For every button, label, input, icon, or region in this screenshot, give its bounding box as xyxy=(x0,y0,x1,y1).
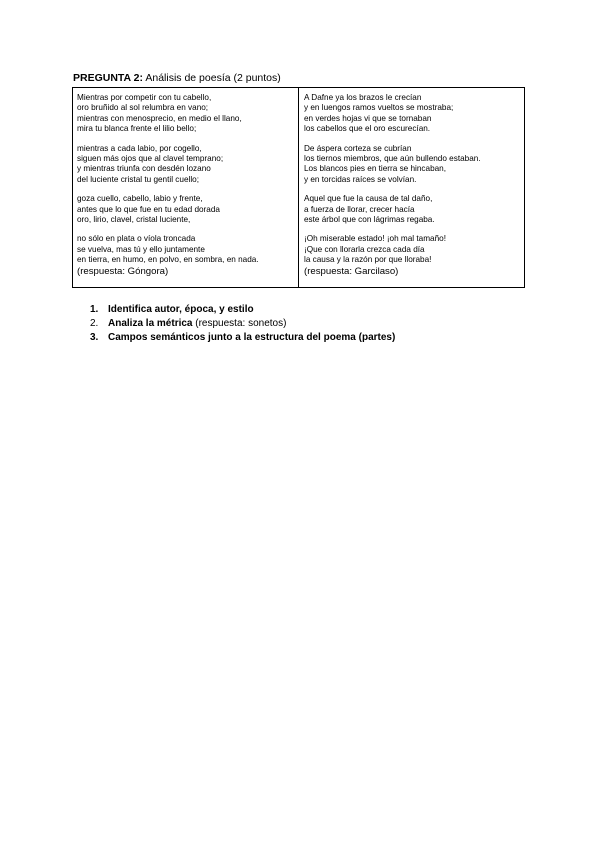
poem-stanza xyxy=(77,194,298,225)
poem-line: De áspera corteza se cubrían xyxy=(304,143,412,153)
question-bold-text: Analiza la métrica xyxy=(108,318,193,329)
question-note: (respuesta: sonetos) xyxy=(192,318,287,329)
poem-line: y mientras triunfa con desdén lozano xyxy=(77,164,211,174)
poem-line: A Dafne ya los brazos le crecían xyxy=(304,93,422,102)
poem-line: del luciente cristal tu gentil cuello; xyxy=(77,174,199,184)
question-number: 1. xyxy=(90,304,99,315)
poem-table xyxy=(72,87,525,288)
poem-line: no sólo en plata o víola troncada xyxy=(77,234,196,244)
poem-line: goza cuello, cabello, labio y frente, xyxy=(77,194,203,204)
question-bold-text: Identifica autor, época, y estilo xyxy=(108,304,254,315)
question-number: 3. xyxy=(90,332,99,343)
poem-stanza xyxy=(77,93,298,135)
poem-line: Mientras por competir con tu cabello, xyxy=(77,93,212,102)
question-label: PREGUNTA 2: xyxy=(73,72,144,84)
poem-stanza xyxy=(304,144,524,186)
poem-line: la causa y la razón por que lloraba! xyxy=(304,255,432,265)
poem-line: ¡Oh miserable estado! ¡oh mal tamaño! xyxy=(304,234,446,244)
poem-line: mientras a cada labio, por cogello, xyxy=(77,143,202,153)
poem-line: en tierra, en humo, en polvo, en sombra, en nada. xyxy=(77,255,259,265)
poem-line: siguen más ojos que al clavel temprano; xyxy=(77,154,224,164)
question-heading xyxy=(73,72,281,84)
question-bold-text: Campos semánticos junto a la estructura del poema (partes) xyxy=(108,332,396,343)
poem-line: Aquel que fue la causa de tal daño, xyxy=(304,194,433,204)
poem-line: oro bruñido al sol relumbra en vano; xyxy=(77,103,209,113)
question-title: Análisis de poesía (2 puntos) xyxy=(143,72,281,84)
poem-answer: (respuesta: Góngora) xyxy=(77,265,169,277)
question-item xyxy=(90,303,395,317)
poem-line: y en luengos ramos vueltos se mostraba; xyxy=(304,103,454,113)
poem-stanza xyxy=(77,234,298,265)
question-list xyxy=(90,303,395,345)
poem-line: este árbol que con lágrimas regaba. xyxy=(304,215,435,225)
poem-answer: (respuesta: Garcilaso) xyxy=(304,265,399,277)
poem-line: antes que lo que fue en tu edad dorada xyxy=(77,204,220,214)
poem-stanza xyxy=(304,194,524,225)
question-item xyxy=(90,317,395,331)
poem-right-cell xyxy=(299,88,524,287)
poem-stanza xyxy=(77,144,298,186)
question-number: 2. xyxy=(90,318,99,329)
question-item xyxy=(90,331,395,345)
poem-line: en verdes hojas vi que se tornaban xyxy=(304,113,432,123)
poem-line: se vuelva, mas tú y ello juntamente xyxy=(77,244,205,254)
poem-stanza xyxy=(304,93,524,135)
poem-stanza xyxy=(304,234,524,265)
poem-line: los tiernos miembros, que aún bullendo estaban. xyxy=(304,154,481,164)
poem-line: Los blancos pies en tierra se hincaban, xyxy=(304,164,447,174)
poem-line: y en torcidas raíces se volvían. xyxy=(304,174,417,184)
poem-line: ¡Que con llorarla crezca cada día xyxy=(304,244,425,254)
poem-line: a fuerza de llorar, crecer hacía xyxy=(304,204,415,214)
poem-line: oro, lirio, clavel, cristal luciente, xyxy=(77,215,191,225)
poem-line: mientras con menosprecio, en medio el llano, xyxy=(77,113,242,123)
poem-line: los cabellos que el oro escurecían. xyxy=(304,124,431,134)
poem-left-cell xyxy=(73,88,299,287)
poem-line: mira tu blanca frente el lilio bello; xyxy=(77,124,197,134)
